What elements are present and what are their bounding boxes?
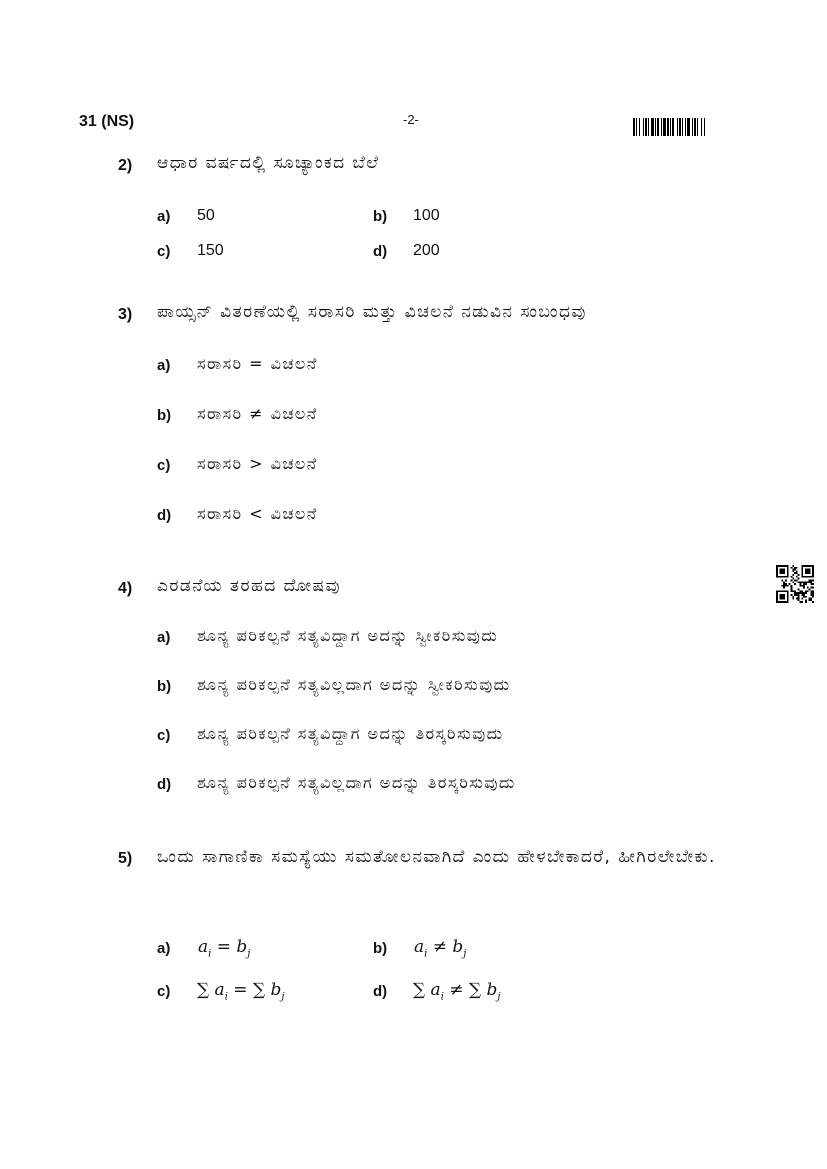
option-text: ಸರಾಸರಿ ≠ ವಿಚಲನೆ	[197, 404, 318, 423]
question-number: 4)	[118, 580, 133, 597]
question-text: ಪಾಯ್ಸನ್ ವಿತರಣೆಯಲ್ಲಿ ಸರಾಸರಿ ಮತ್ತು ವಿಚಲನೆ ನಡುವಿನ ಸಂಬಂಧವು	[157, 302, 587, 322]
option-text: ಶೂನ್ಯ ಪರಿಕಲ್ಪನೆ ಸತ್ಯವಿದ್ದಾಗ ಅದನ್ನು ತಿರಸ್ಕರಿಸುವುದು	[197, 724, 504, 743]
option-label: c)	[157, 457, 171, 474]
option-text: ಶೂನ್ಯ ಪರಿಕಲ್ಪನೆ ಸತ್ಯವಿದ್ದಾಗ ಅದನ್ನು ಸ್ವೀಕರಿಸುವುದು	[197, 626, 499, 645]
math-expression: $a_i = b_j$	[198, 937, 251, 960]
option-label: d)	[157, 507, 172, 524]
option-label: b)	[157, 678, 172, 695]
question-text: ಒಂದು ಸಾಗಾಣಿಕಾ ಸಮಸ್ಯೆಯು ಸಮತೋಲನವಾಗಿದೆ ಎಂದು ಹೇಳಬೇಕಾದರೆ, ಹೀಗಿರಲೇಬೇಕು.	[157, 847, 716, 867]
option-text: 50	[197, 207, 215, 224]
option-label: a)	[157, 208, 171, 225]
option-label: c)	[157, 243, 171, 260]
page-number: -2-	[403, 112, 419, 127]
question-number: 3)	[118, 306, 133, 323]
option-text: ಸರಾಸರಿ > ವಿಚಲನೆ	[197, 454, 318, 473]
option-label: b)	[157, 407, 172, 424]
question-number: 2)	[118, 157, 133, 174]
option-label: b)	[373, 940, 388, 957]
option-text: ಶೂನ್ಯ ಪರಿಕಲ್ಪನೆ ಸತ್ಯವಿಲ್ಲದಾಗ ಅದನ್ನು ಸ್ವೀಕರಿಸುವುದು	[197, 675, 511, 694]
paper-code: 31 (NS)	[79, 113, 135, 130]
option-label: a)	[157, 629, 171, 646]
option-label: d)	[373, 243, 388, 260]
option-label: b)	[373, 208, 388, 225]
option-text: ಸರಾಸರಿ < ವಿಚಲನೆ	[197, 504, 318, 523]
barcode-icon	[633, 118, 743, 136]
option-label: a)	[157, 940, 171, 957]
option-label: c)	[157, 727, 171, 744]
option-label: a)	[157, 357, 171, 374]
math-expression: $a_i \ne b_j$	[414, 937, 467, 960]
math-expression: ∑ $a_i$ ≠ ∑ $b_j$	[413, 980, 501, 1003]
question-text: ಆಧಾರ ವರ್ಷದಲ್ಲಿ ಸೂಚ್ಯಾಂಕದ ಬೆಲೆ	[157, 153, 380, 173]
math-expression: ∑ $a_i$ = ∑ $b_j$	[197, 980, 285, 1003]
option-label: d)	[373, 983, 388, 1000]
option-label: c)	[157, 983, 171, 1000]
qr-code-icon	[776, 565, 814, 603]
option-text: 200	[413, 242, 440, 259]
option-text: 100	[413, 207, 440, 224]
option-label: d)	[157, 776, 172, 793]
question-text: ಎರಡನೆಯ ತರಹದ ದೋಷವು	[157, 576, 341, 596]
question-number: 5)	[118, 850, 133, 867]
option-text: ಶೂನ್ಯ ಪರಿಕಲ್ಪನೆ ಸತ್ಯವಿಲ್ಲದಾಗ ಅದನ್ನು ತಿರಸ್ಕರಿಸುವುದು	[197, 773, 516, 792]
option-text: ಸರಾಸರಿ = ವಿಚಲನೆ	[197, 354, 318, 373]
option-text: 150	[197, 242, 224, 259]
